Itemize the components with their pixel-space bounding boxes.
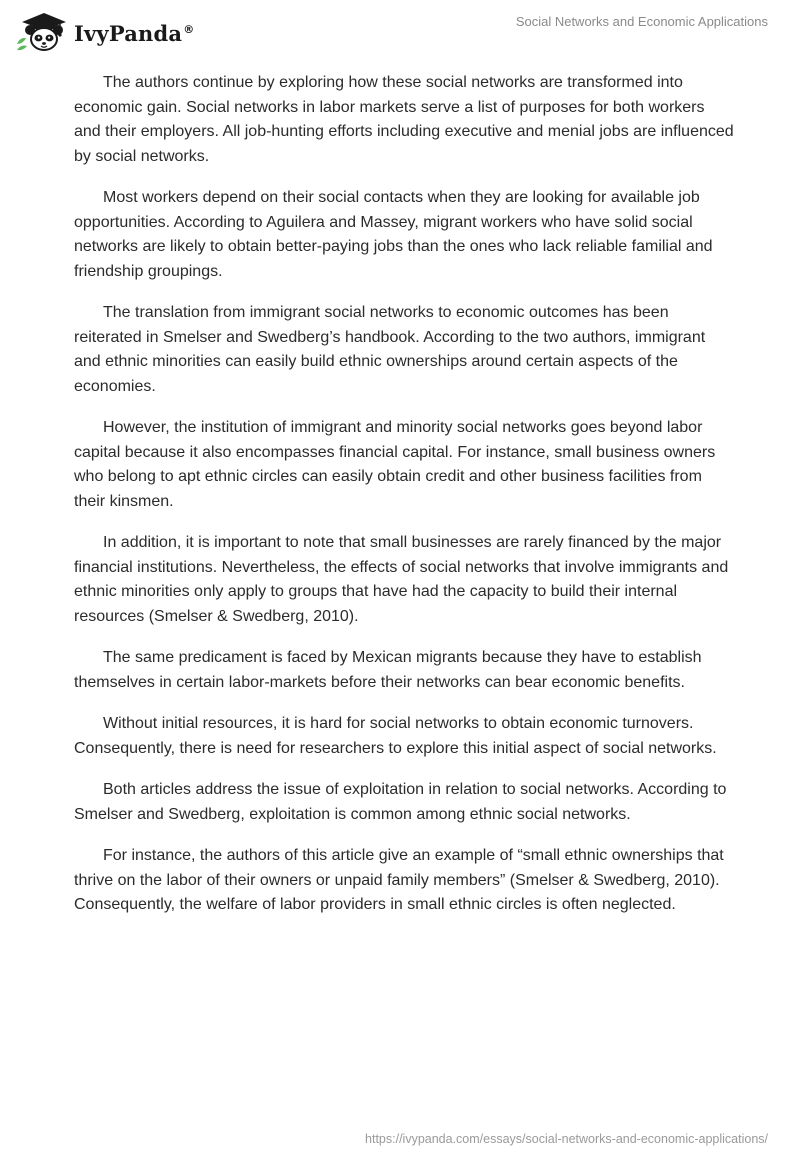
paragraph: Both articles address the issue of exploitation in relation to social networks. According to Smelser and Swedberg, exploitation is common among ethnic social networks. [74,781,727,823]
brand-name: IvyPanda® [74,20,195,46]
source-url-link[interactable]: https://ivypanda.com/essays/social-networks-and-economic-applications/ [365,1132,768,1146]
paragraph: The same predicament is faced by Mexican migrants because they have to establish themselves in certain labor-markets before their networks can bear economic benefits. [74,649,702,691]
document-title: Social Networks and Economic Applications [515,14,768,29]
paragraph: For instance, the authors of this article give an example of “small ethnic ownerships that thrive on the labor of their owners or unpaid family members” (Smelser & Swedberg, 2010). Consequently, the welfare of labor providers in small ethnic circles is often neglected. [74,847,724,913]
paragraph: However, the institution of immigrant and minority social networks goes beyond labor capital because it also encompasses financial capital. For instance, small business owners who belong to apt ethnic circles can easily obtain credit and other business facilities from their kinsmen. [74,419,716,510]
essay-body [74,71,734,935]
paragraph: The authors continue by exploring how these social networks are transformed into economic gain. Social networks in labor markets serve a list of purposes for both workers and their employers. All job-hunting efforts including executive and menial jobs are influenced by social networks. [74,74,734,165]
panda-graduate-logo-icon [14,10,70,54]
paragraph: The translation from immigrant social networks to economic outcomes has been reiterated in Smelser and Swedberg’s handbook. According to the two authors, immigrant and ethnic minorities can easily build ethnic ownerships around certain aspects of the economies. [74,304,706,395]
registered-mark: ® [183,22,195,36]
page-header [0,0,800,60]
ivypanda-logo-link[interactable] [14,10,194,54]
paragraph: Without initial resources, it is hard for social networks to obtain economic turnovers. Consequently, there is need for researchers to explore this initial aspect of social networks. [74,715,717,757]
paragraph: In addition, it is important to note that small businesses are rarely financed by the major financial institutions. Nevertheless, the effects of social networks that involve immigrants and ethnic minorities only apply to groups that have had the capacity to build their internal resources (Smelser & Swedberg, 2010). [74,534,729,625]
paragraph: Most workers depend on their social contacts when they are looking for available job opportunities. According to Aguilera and Massey, migrant workers who have solid social networks are likely to obtain better-paying jobs than the ones who lack reliable familial and friendship groupings. [74,189,713,280]
